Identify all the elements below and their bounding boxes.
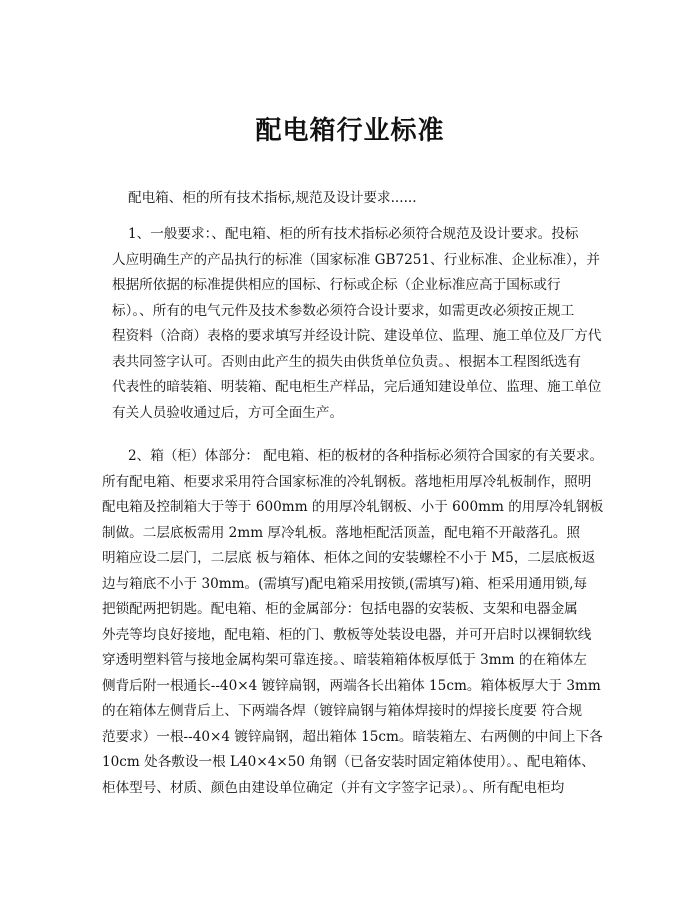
section-2-line: 明箱应设二层门，二层底 板与箱体、柜体之间的安装螺栓不小于 M5，二层底板返 (102, 550, 596, 566)
section-1-line: 程资料（洽商）表格的要求填写并经设计院、建设单位、监理、施工单位及厂方代 (112, 328, 602, 344)
section-2-line: 所有配电箱、柜要求采用符合国家标准的冷轧钢板。落地柜用厚冷轧板制作，照明 (102, 473, 592, 490)
section-2-line: 侧背后附一根通长--40×4 镀锌扁钢，两端各长出箱体 15cm。箱体板厚大于 3mm (102, 677, 601, 694)
section-2-line: 的在箱体左侧背后上、下两端各焊（镀锌扁钢与箱体焊接时的焊接长度要 符合规 (102, 703, 583, 719)
section-2-line: 边与箱底不小于 30mm。(需填写)配电箱采用按锁,(需填写)箱、柜采用通用锁,每 (102, 575, 588, 592)
document-title: 配电箱行业标准 (255, 116, 445, 146)
section-1-line: 标）。、所有的电气元件及技术参数必须符合设计要求，如需更改必须按正规工 (112, 302, 575, 319)
section-1-line: 根据所依据的标准提供相应的国标、行标或企标（企业标准应高于国标或行 (112, 277, 561, 293)
section-2-line: 柜体型号、材质、颜色由建设单位确定（并有文字签字记录）。、所有配电柜均 (102, 779, 565, 796)
section-2-paragraph (102, 444, 608, 801)
section-2-line: 外壳等均良好接地，配电箱、柜的门、敷板等处装设电器，并可开启时以裸铜软线 (102, 626, 592, 643)
section-2-line: 2、箱（柜）体部分： 配电箱、柜的板材的各种指标必须符合国家的有关要求。 (128, 448, 604, 464)
section-1-line: 表共同签字认可。否则由此产生的损失由供货单位负责。、根据本工程图纸选有 (112, 353, 581, 370)
section-2-line: 配电箱及控制箱大于等于 600mm 的用厚冷轧钢板、小于 600mm 的用厚冷轧钢板 (102, 499, 604, 515)
section-1-line: 人应明确生产的产品执行的标准（国家标准 GB7251、行业标准、企业标准），并 (112, 251, 600, 268)
section-1-line: 1、一般要求：、配电箱、柜的所有技术指标必须符合规范及设计要求。投标 (128, 226, 579, 242)
section-1-line: 有关人员验收通过后，方可全面生产。 (112, 404, 344, 421)
section-2-line: 10cm 处各敷设一根 L40×4×50 角钢（已备安装时固定箱体使用）。、配电箱体、 (102, 754, 595, 770)
section-2-line: 把锁配两把钥匙。配电箱、柜的金属部分：包括电器的安装板、支架和电器金属 (102, 601, 578, 617)
section-1-paragraph (112, 222, 608, 426)
intro-paragraph: 配电箱、柜的所有技术指标,规范及设计要求...... (128, 190, 417, 206)
section-2-line: 制做。二层底板需用 2mm 厚冷轧板。落地柜配活顶盖，配电箱不开敲落孔。照 (102, 524, 581, 541)
section-2-line: 穿透明塑料管与接地金属构架可靠连接。、暗装箱箱体板厚低于 3mm 的在箱体左 (102, 652, 587, 668)
section-2-line: 范要求）一根--40×4 镀锌扁钢，超出箱体 15cm。暗装箱左、右两侧的中间上下各 (102, 728, 603, 745)
section-1-line: 代表性的暗装箱、明装箱、配电柜生产样品，完后通知建设单位、监理、施工单位 (112, 379, 602, 395)
